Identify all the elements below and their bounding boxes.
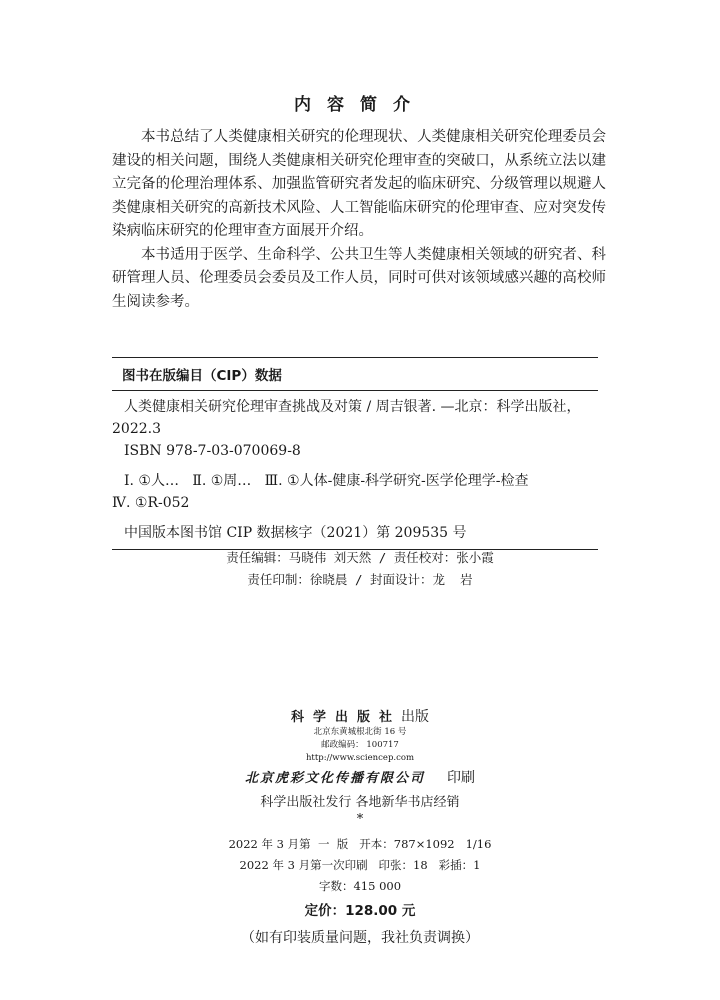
summary-text (112, 126, 606, 314)
credits-line: 责任编辑：马晓伟 刘天然 / 责任校对：张小霞 (226, 550, 494, 565)
publisher-address: 北京东黄城根北街 16 号 (313, 727, 407, 737)
separator-star: * (356, 812, 364, 827)
summary-paragraph: 本书总结了人类健康相关研究的伦理现状、人类健康相关研究伦理委员会建设的相关问题，围绕人类健康相关研究伦理审查的突破口，从系统立法以建立完备的伦理治理体系、加强监管研究者发起的临床研究、分级管理以规避人类健康相关研究的高新技术风险、人工智能临床研究的伦理审查、应对突发传染病临床研究的伦理审查方面展开介绍。 (112, 129, 606, 239)
cip-record-line: 2022.3 (112, 421, 161, 437)
credits-line: 责任印制：徐晓晨 / 封面设计：龙 岩 (247, 572, 473, 587)
cip-classification: Ⅰ. ①人… Ⅱ. ①周… Ⅲ. ①人体-健康-科学研究-医学伦理学-检查 (124, 473, 529, 489)
cip-classification: Ⅳ. ①R-052 (112, 495, 190, 511)
printer-line (0, 767, 720, 787)
cip-body (112, 391, 598, 549)
cip-record-line: 人类健康相关研究伦理审查挑战及对策 / 周吉银著. —北京：科学出版社， (124, 399, 581, 415)
printing-line: 2022 年 3 月第一次印刷 印张：18 彩插：1 (239, 858, 481, 872)
summary-title: 内容简介 (294, 95, 426, 115)
cip-block (112, 357, 598, 550)
cip-core-number: 中国版本图书馆 CIP 数据核字（2021）第 209535 号 (124, 525, 467, 541)
summary-paragraph: 本书适用于医学、生命科学、公共卫生等人类健康相关领域的研究者、科研管理人员、伦理委员会委员及工作人员，同时可供对该领域感兴趣的高校师生阅读参考。 (112, 246, 606, 310)
edition-line: 2022 年 3 月第 一 版 开本：787×1092 1/16 (228, 837, 492, 851)
printer-name: 北京虎彩文化传播有限公司 (244, 771, 425, 786)
colophon (0, 706, 720, 947)
quality-note: （如有印装质量问题，我社负责调换） (241, 930, 479, 946)
publisher-line (0, 706, 720, 726)
publisher-logo: 科学出版社 (290, 710, 401, 725)
publisher-postcode: 邮政编码： 100717 (321, 740, 399, 750)
cip-isbn: ISBN 978-7-03-070069-8 (124, 443, 301, 459)
word-count: 字数：415 000 (318, 879, 402, 893)
printer-suffix: 印刷 (447, 770, 475, 786)
publisher-url: http://www.sciencep.com (305, 753, 415, 763)
publisher-suffix: 出版 (401, 709, 429, 725)
cip-heading: 图书在版编目（CIP）数据 (112, 358, 598, 391)
credits (0, 547, 720, 591)
price: 定价：128.00 元 (304, 903, 416, 919)
distribution: 科学出版社发行 各地新华书店经销 (260, 795, 460, 810)
